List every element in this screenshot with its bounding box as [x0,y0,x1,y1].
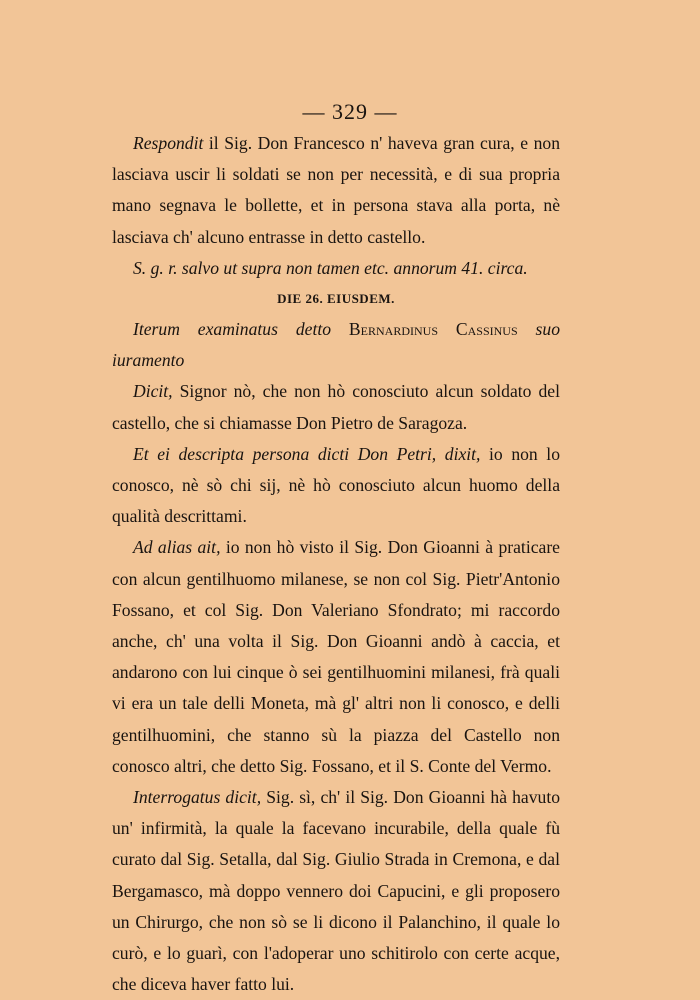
paragraph-descripta [112,439,560,533]
paragraph-interrogatus [112,782,560,1000]
paragraph-text: Signor nò, che non hò conosciuto alcun soldato del castello, che si chiamasse Don Pietro de Saragoza. [112,381,560,433]
paragraph-ad-alias [112,532,560,782]
paragraph-lead: Interrogatus dicit, [133,787,262,808]
paragraph-lead: Dicit, [133,381,173,402]
paragraph-formula: S. g. r. salvo ut supra non tamen etc. annorum 41. circa. [133,257,528,278]
paragraph-tail: suo iuramento [112,319,560,371]
paragraph-text: io non hò visto il Sig. Don Gioanni à praticare con alcun gentilhuomo milanese, se non col Sig. Pietr'Antonio Fossano, et col Sig. Don Valeriano Sfondrato; mi raccordo anche, ch' una volta il Sig. Don Gioanni andò à caccia, et andarono con lui cinque ò sei gentilhuomini milanesi, frà quali vi era un tale delli Moneta, mà gl' altri non li conosco, e delli gentilhuomini, che stanno sù la piazza del Castello non conosco altri, che detto Sig. Fossano, et il S. Conte del Vermo. [112,537,560,776]
page-number: — 329 — [302,99,398,124]
paragraph-respondit [112,128,560,253]
paragraph-iterum [112,314,560,376]
paragraph-lead: Et ei descripta persona dicti Don Petri, dixit, [133,443,481,464]
paragraph-text: io non lo conosco, nè sò chi sij, nè hò conosciuto alcun huomo della qualità descrittami. [112,443,560,527]
paragraph-text: il Sig. Don Francesco n' haveva gran cura, e non lasciava uscir li soldati se non per necessità, e di sua propria mano segnava le bollette, et in persona stava alla porta, nè lasciava ch' alcuno entrasse in detto castello. [112,133,560,247]
paragraph-lead: Respondit [133,133,204,153]
section-heading: DIE 26. EIUSDEM. [277,291,395,307]
paragraph-lead: Ad alias ait, [133,537,221,558]
paragraph-text: Sig. sì, ch' il Sig. Don Gioanni hà havuto un' infirmità, la quale la facevano incurabile, della quale fù curato dal Sig. Setalla, dal Sig. Giulio Strada in Cremona, e dal Bergamasco, mà doppo vennero doi Capucini, e gli proposero un Chirurgo, che non sò se li dicono il Palanchino, il quale lo curò, e lo guarì, con l'adoperar uno schitirolo con certe acque, che diceva haver fatto lui. [112,787,561,995]
paragraph-dicit [112,376,560,438]
paragraph-lead: Iterum examinatus detto [133,319,332,340]
witness-name: Bernardinus Cassinus [348,319,518,340]
text-body [112,128,560,1000]
